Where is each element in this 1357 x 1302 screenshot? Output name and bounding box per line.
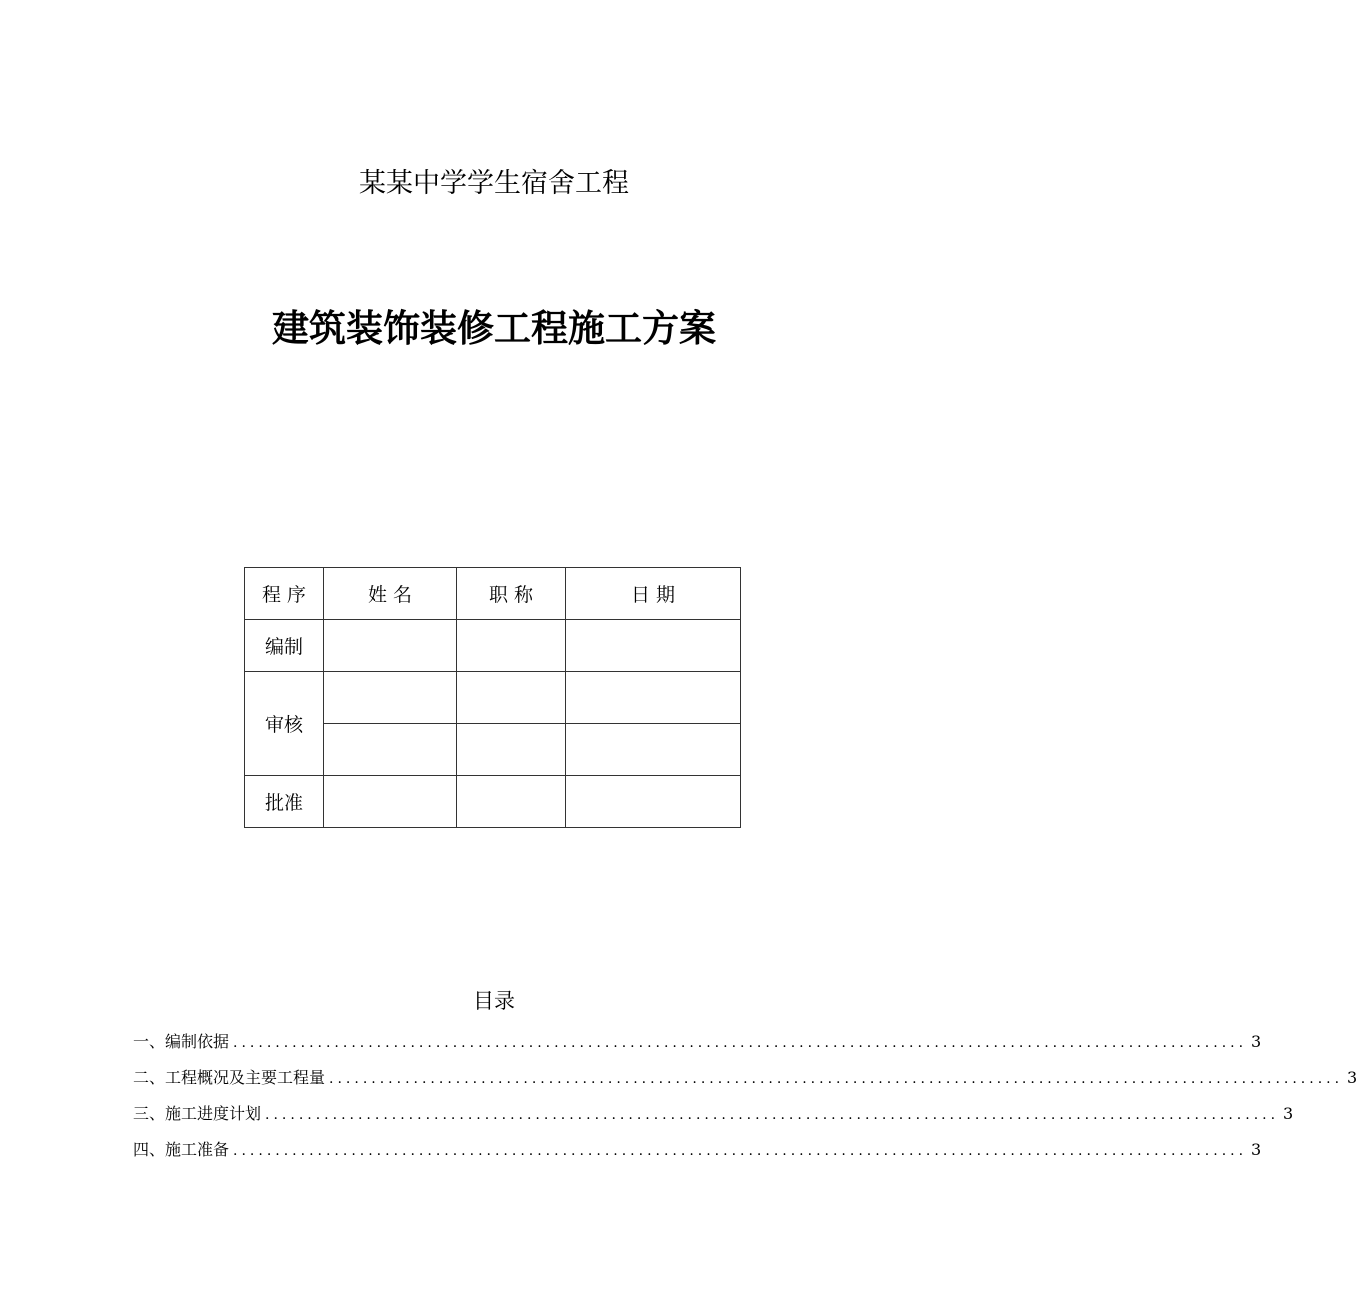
toc-leader-dots: ........................................................................................................................ <box>329 1071 1344 1087</box>
header-name: 姓 名 <box>324 568 457 620</box>
review-2-title-cell[interactable] <box>457 724 566 776</box>
header-title: 职 称 <box>457 568 566 620</box>
toc-item-label: 三、施工进度计划 <box>133 1104 262 1123</box>
toc-item-page: 3 <box>1251 1032 1262 1051</box>
toc-item-page: 3 <box>1347 1068 1357 1087</box>
approve-title-cell[interactable] <box>457 776 566 828</box>
approve-name-cell[interactable] <box>324 776 457 828</box>
toc-item-page: 3 <box>1251 1140 1262 1159</box>
review-1-name-cell[interactable] <box>324 672 457 724</box>
table-of-contents <box>133 1029 1357 1173</box>
toc-leader-dots: ........................................................................................................................ <box>233 1035 1248 1051</box>
document-title: 建筑装饰装修工程施工方案 <box>272 307 716 350</box>
toc-item[interactable] <box>133 1065 1357 1101</box>
header-date: 日 期 <box>566 568 741 620</box>
table-row-compile <box>245 620 741 672</box>
approval-table-header-row <box>245 568 741 620</box>
toc-item[interactable] <box>133 1029 1262 1065</box>
compile-title-cell[interactable] <box>457 620 566 672</box>
table-row-review-1 <box>245 672 741 724</box>
toc-item-label: 二、工程概况及主要工程量 <box>133 1068 326 1087</box>
review-1-date-cell[interactable] <box>566 672 741 724</box>
project-subtitle: 某某中学学生宿舍工程 <box>359 168 629 199</box>
row-label-review: 审核 <box>245 672 324 776</box>
table-row-approve <box>245 776 741 828</box>
compile-date-cell[interactable] <box>566 620 741 672</box>
toc-leader-dots: ........................................................................................................................ <box>233 1143 1248 1159</box>
toc-item[interactable] <box>133 1137 1262 1173</box>
review-2-name-cell[interactable] <box>324 724 457 776</box>
row-label-compile: 编制 <box>245 620 324 672</box>
toc-item-label: 四、施工准备 <box>133 1140 230 1159</box>
toc-item-label: 一、编制依据 <box>133 1032 230 1051</box>
review-1-title-cell[interactable] <box>457 672 566 724</box>
approval-table <box>244 567 741 828</box>
toc-leader-dots: ........................................................................................................................ <box>265 1107 1280 1123</box>
toc-heading: 目录 <box>473 989 515 1013</box>
toc-item[interactable] <box>133 1101 1294 1137</box>
approve-date-cell[interactable] <box>566 776 741 828</box>
header-step: 程 序 <box>245 568 324 620</box>
review-2-date-cell[interactable] <box>566 724 741 776</box>
compile-name-cell[interactable] <box>324 620 457 672</box>
toc-item-page: 3 <box>1283 1104 1294 1123</box>
row-label-approve: 批准 <box>245 776 324 828</box>
